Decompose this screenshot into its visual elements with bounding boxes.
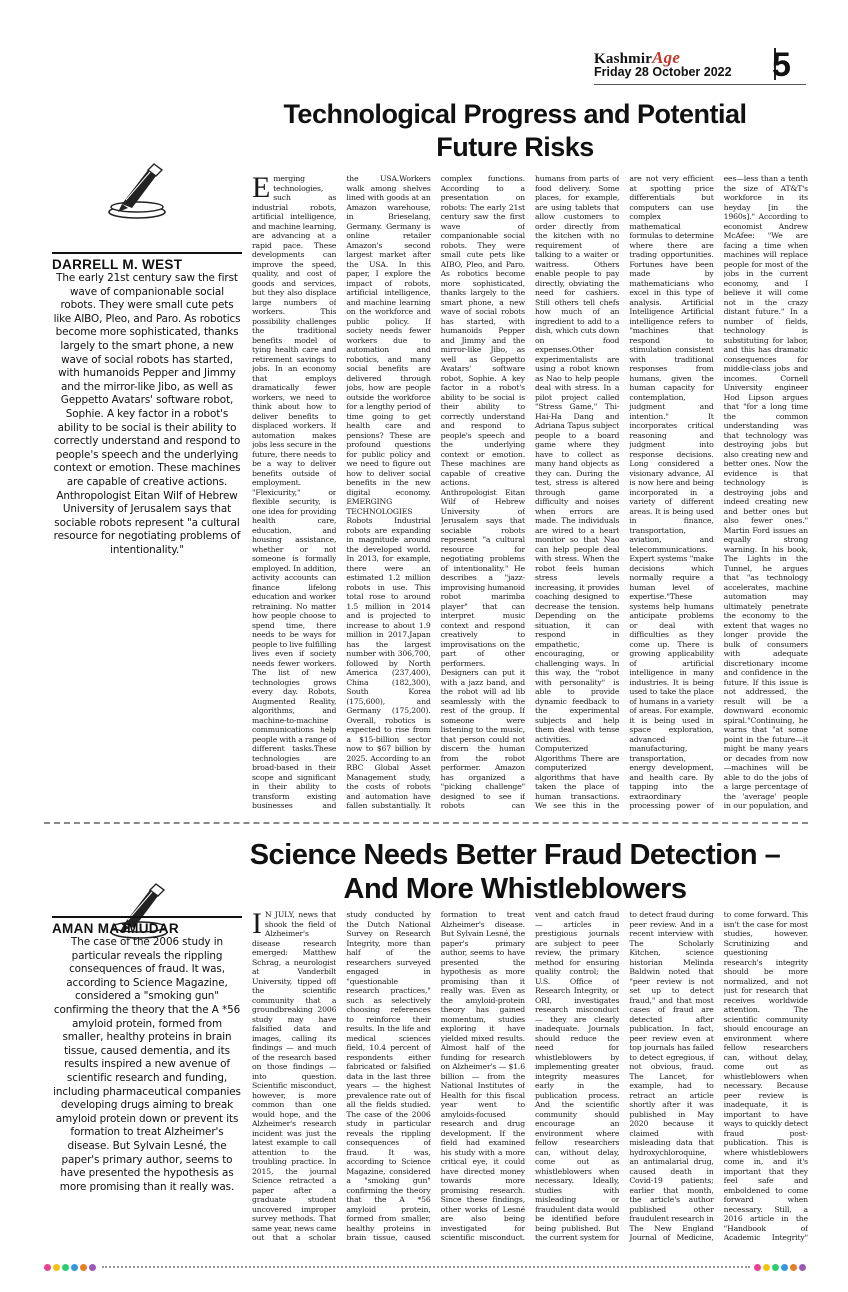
section-divider [44, 822, 808, 824]
article2-body [252, 910, 808, 1244]
article1-column: Emerging technologies, such as industrial robots, artificial intelligence, and machine learning, are advancing at a rapid pace. These developments can improve the speed, quality, and cost of goods and services, but they also displace large numbers of workers. This possibility challenges the traditional benefits model of tying health care and retirement savings to jobs. In an economy that employs dramatically fewer workers, we need to think about how to deliver benefits to displaced workers. If automation makes jobs less secure in the future, there needs to be a way to deliver benefits outside of employment. "Flexicurity," or flexible security, is one idea for providing health care, education, and housing assistance, whether or not someone is formally employed. In addition, activity accounts can finance lifelong education and worker retraining. No matter how people choose to spend time, there needs to be ways for people to live fulfilling lives even if society needs fewer workers. The list of new technologies grows every day. Robots, Augmented Reality, algorithms, and machine-to-machine communications help people with a range of different tasks.These technologies are broad-based in their scope and significant in their ability to transform existing businesses and [252, 174, 337, 810]
article2-column: to come forward. This isn't the case for most studies, however. Scrutinizing and questioning research's integrity should be more normalized, and not just for research that receives worldwide attention. The scientific community should encourage an environment where fellow researchers can, without delay, come out as whistleblowers when necessary. Because peer review is inadequate, it is important to have ways to quickly detect fraud post-publication. This is where whistleblowers come in, and it's important that they feel safe and emboldened to come forward when necessary. Still, a 2016 article in the "Handbook of Academic Integrity" [723, 910, 808, 1242]
ornament-dot [80, 1264, 87, 1271]
article1-headline: Technological Progress and Potential Future Risks [283, 99, 747, 162]
ornament-dot [754, 1264, 761, 1271]
article1-body [252, 174, 808, 810]
ornament-dot [44, 1264, 51, 1271]
ornament-dot [53, 1264, 60, 1271]
article2-column: study conducted by the Dutch National Survey on Research Integrity, more than half of the researchers surveyed engaged in "questionable research practices," such as selectively choosing references to reinforce their results. In the life and medical sciences field, 10.4 percent of respondents either fabricated or falsified data in the last three years — the highest prevalence rate out of all the fields studied. The case of the 2006 study in particular reveals the rippling consequences of fraud. It was, according to Science Magazine, considered a "smoking gun" confirming the theory that the A *56 amyloid protein, formed from smaller, healthy proteins in brain tissue, caused [346, 910, 431, 1242]
article2-column: I N JULY, news that shook the field of Alzheimer's disease research emerged: Matthew Schrag, a neurologist at Vanderbilt University, tipped off the scientific community that a groundbreaking 2006 study may have falsified data and images, calling its findings — and much of the research based on those findings — into question. Scientific misconduct, however, is more common than one would hope, and the Alzheimer's research incident was just the latest example to call attention to the troubling practice. In 2015, the journal Science retracted a paper after a graduate student uncovered improper survey methods. That same year, news came out that a scholar [252, 910, 337, 1242]
dropcap: E [252, 174, 271, 204]
footer-ornament [44, 1262, 808, 1272]
ornament-dot [772, 1264, 779, 1271]
ornament-line [102, 1266, 750, 1268]
brand-logo: KashmirAge [594, 48, 681, 67]
ornament-dot [71, 1264, 78, 1271]
article1-column: are not very efficient at spotting price differentials but computers can use complex mathematical formulas to determine where there are trading opportunities. Fortunes have been made by mathematicians who excel in this type of analysis. Artificial Intelligence Artificial intelligence refers to "machines that respond to stimulation consistent with traditional responses from humans, given the human capacity for contemplation, judgment and intention." It incorporates critical reasoning and judgment into response decisions. Long considered a visionary advance, AI is now here and being incorporated in a variety of different areas. It is being used in finance, transportation, aviation, and telecommunications. Expert systems "make decisions which normally require a human level of expertise."These systems help humans anticipate problems or deal with difficulties as they come up. There is growing applicability of artificial intelligence in many industries. It is being used to take the place of humans in a variety of areas. For example, it is being used in space exploration, advanced manufacturing, transportation, energy development, and health care. By tapping into the extraordinary processing power of [629, 174, 714, 810]
fountain-pen-icon [104, 160, 170, 230]
issue-date: Friday 28 October 2022 [594, 65, 732, 79]
masthead-rule [594, 84, 806, 85]
ornament-dot [62, 1264, 69, 1271]
ornament-dot [790, 1264, 797, 1271]
article1-column: complex functions. According to a presentation on robots: The early 21st century saw the first wave of companionable social robots. They were small cute pets like AIBO, Pleo, and Paro. As robotics become more sophisticated, thanks largely to the smart phone, a new wave of social robots has started, with humanoids Pepper and Jimmy and the mirror-like Jibo, as well as Geppetto Avatars' software robot, Sophie. A key factor in a robot's ability to be social is their ability to correctly understand and respond to people's speech and the underlying context or emotion. These machines are capable of creative actions. Anthropologist Eitan Wilf of Hebrew University of Jerusalem says that sociable robots represent "a cultural resource for negotiating problems of intentionality." He describes a "jazz-improvising humanoid robot marimba player" that can interpret music context and respond creatively to improvisations on the part of other performers. Designers can put it with a jazz band, and the robot will ad lib seamlessly with the rest of the group. If someone were listening to the music, that person could not discern the human from the robot performer. Amazon has organized a "picking challenge" designed to see if robots can [440, 174, 525, 810]
ornament-dot [89, 1264, 96, 1271]
article1-column: the USA.Workers walk among shelves lined with goods at an Amazon warehouse, in Brieselang, Germany. Germany is online retailer Amazon's second largest market after the USA. In this paper, I explore the impact of robots, artificial intelligence, and machine learning on the workforce and public policy. If society needs fewer workers due to automation and robotics, and many social benefits are delivered through jobs, how are people outside the workforce for a lengthy period of time going to get health care and pensions? These are profound questions for public policy and we need to figure out how to deliver social benefits in the new digital economy. EMERGING TECHNOLOGIES Robots Industrial robots are expanding in magnitude around the developed world. In 2013, for example, there were an estimated 1.2 million robots in use. This total rose to around 1.5 million in 2014 and is projected to increase to about 1.9 million in 2017.Japan has the largest number with 306,700, followed by North America (237,400), China (182,300), South Korea (175,600), and Germany (175,200). Overall, robotics is expected to rise from a $15-billion sector now to $67 billion by 2025. According to an RBC Global Asset Management study, the costs of robots and automation have fallen substantially. It [346, 174, 431, 810]
article2-column: vent and catch fraud — articles in prestigious journals are subject to peer review, the primary method for ensuring quality control; the U.S. Office of Research Integrity, or ORI, investigates research misconduct — they are clearly inadequate. Journals should reduce the need for whistleblowers by implementing greater integrity measures early in the publication process. And the scientific community should encourage an environment where fellow researchers can, without delay, come out as whistleblowers when necessary. Ideally, studies with misleading or fraudulent data would be identified before being published. But the current system for [534, 910, 620, 1242]
article2-pullquote: The case of the 2006 study in particular reveals the rippling consequences of fraud. It was, according to Science Magazine, considered a "smoking gun" confirming the theory that the A *56 amyloid protein, formed from smaller, healthy proteins in brain tissue, caused dementia, and its results inspired a new avenue of scientific research and funding, including pharmaceutical companies developing drugs aiming to break amyloid protein down or prevent its formation to treat Alzheimer's disease. But Sylvain Lesné, the paper's primary author, seems to have presented the hypothesis as more promising than it really was. [53, 936, 241, 1193]
article1-pullquote: The early 21st century saw the first wave of companionable social robots. They were small cute pets like AIBO, Pleo, and Paro. As robotics become more sophisticated, thanks largely to the smart phone, a new wave of social robots has started, with humanoids Pepper and Jimmy and the mirror-like Jibo, as well as Geppetto Avatars' software robot, Sophie. A key factor in a robot's ability to be social is their ability to correctly understand and respond to people's speech and the underlying context or emotion. These machines are capable of creative actions. Anthropologist Eitan Wilf of Hebrew University of Jerusalem says that sociable robots represent "a cultural resource for negotiating problems of intentionality." [53, 272, 241, 556]
article1-column: ees—less than a tenth the size of AT&T's workforce in its heyday [in the 1960s]." According to economist Andrew McAfee: "We are facing a time when machines will replace people for most of the jobs in the current economy, and I believe it will come not in the crazy distant future." In a number of fields, technology is substituting for labor, and this has dramatic consequences for middle-class jobs and incomes. Cornell University engineer Hod Lipson argues that "for a long time the common understanding was that technology was destroying jobs but also creating new and better ones. Now the evidence is that technology is destroying jobs and indeed creating new and better ones but also fewer ones." Martin Ford issues an equally strong warning. In his book, The Lights in the Tunnel, he argues that "as technology accelerates, machine automation may ultimately penetrate the economy to the extent that wages no longer provide the bulk of consumers with adequate discretionary income and confidence in the future. If this issue is not addressed, the result will be a downward economic spiral."Continuing, he warns that "at some point in the future—it might be many years or decades from now—machines will be able to do the jobs of a large percentage of the 'average' people in our population, and [723, 174, 808, 810]
ornament-dot [763, 1264, 770, 1271]
ornament-dot [781, 1264, 788, 1271]
ornament-dot [799, 1264, 806, 1271]
article2-column: formation to treat Alzheimer's disease. But Sylvain Lesné, the paper's primary author, seems to have presented the hypothesis as more promising than it really was. Even as the amyloid-protein theory has gained momentum, studies exploring it have yielded mixed results. Almost half of the funding for research on Alzheimer's — $1.6 billion — from the National Institutes of Health for this fiscal year went to amyloids-focused research and drug development. If the field had examined his study with a more critical eye, it could have directed money towards more promising research. Since these findings, other works of Lesné are also being investigated for scientific misconduct. [440, 910, 525, 1242]
article1-column: humans from parts of food delivery. Some places, for example, are using tablets that allow customers to order directly from the kitchen with no requirement of talking to a waiter or waitress. Others enable people to pay directly, obviating the need for cashiers. Still others tell chefs how much of an ingredient to add to a dish, which cuts down on food expenses.Other experimentalists are using a robot known as Nao to help people deal with stress. In a pilot project called "Stress Game," Thi-Hai-Ha Dang and Adriana Tapus subject people to a board game where they have to collect as many hand objects as they can. During the test, stress is altered through game difficulty and noises when errors are made. The individuals are wired to a heart monitor so that Nao can help people deal with stress. When the robot feels human stress levels increasing, it provides coaching designed to decrease the tension. Depending on the situation, it can respond in empathetic, encouraging, or challenging ways. In this way, the "robot with personality" is able to provide dynamic feedback to the experimental subjects and help them deal with tense activities. Computerized Algorithms There are computerized algorithms that have taken the place of human transactions. We see this in the [534, 174, 620, 810]
article2-byline: AMAN MAJMUDAR [52, 916, 242, 936]
dropcap: I [252, 910, 262, 940]
article2-column: to detect fraud during peer review. And in a recent interview with The Scholarly Kitchen, science historian Melinda Baldwin noted that "peer review is not set up to detect fraud," and that most cases of fraud are detected after publication. In fact, peer review even at top journals has failed to detect egregious, if not obvious, fraud. The Lancet, for example, had to retract an article shortly after it was published in May 2020 because it claimed with misleading data that hydroxychloroquine, an antimalarial drug, caused death in Covid-19 patients; earlier that month, the article's author published other fraudulent research in The New England Journal of Medicine, [629, 910, 714, 1242]
article2-headline: Science Needs Better Fraud Detection – And More Whistleblowers [249, 839, 781, 905]
article1-byline: DARRELL M. WEST [52, 252, 242, 272]
page-number: 5 [772, 46, 791, 84]
